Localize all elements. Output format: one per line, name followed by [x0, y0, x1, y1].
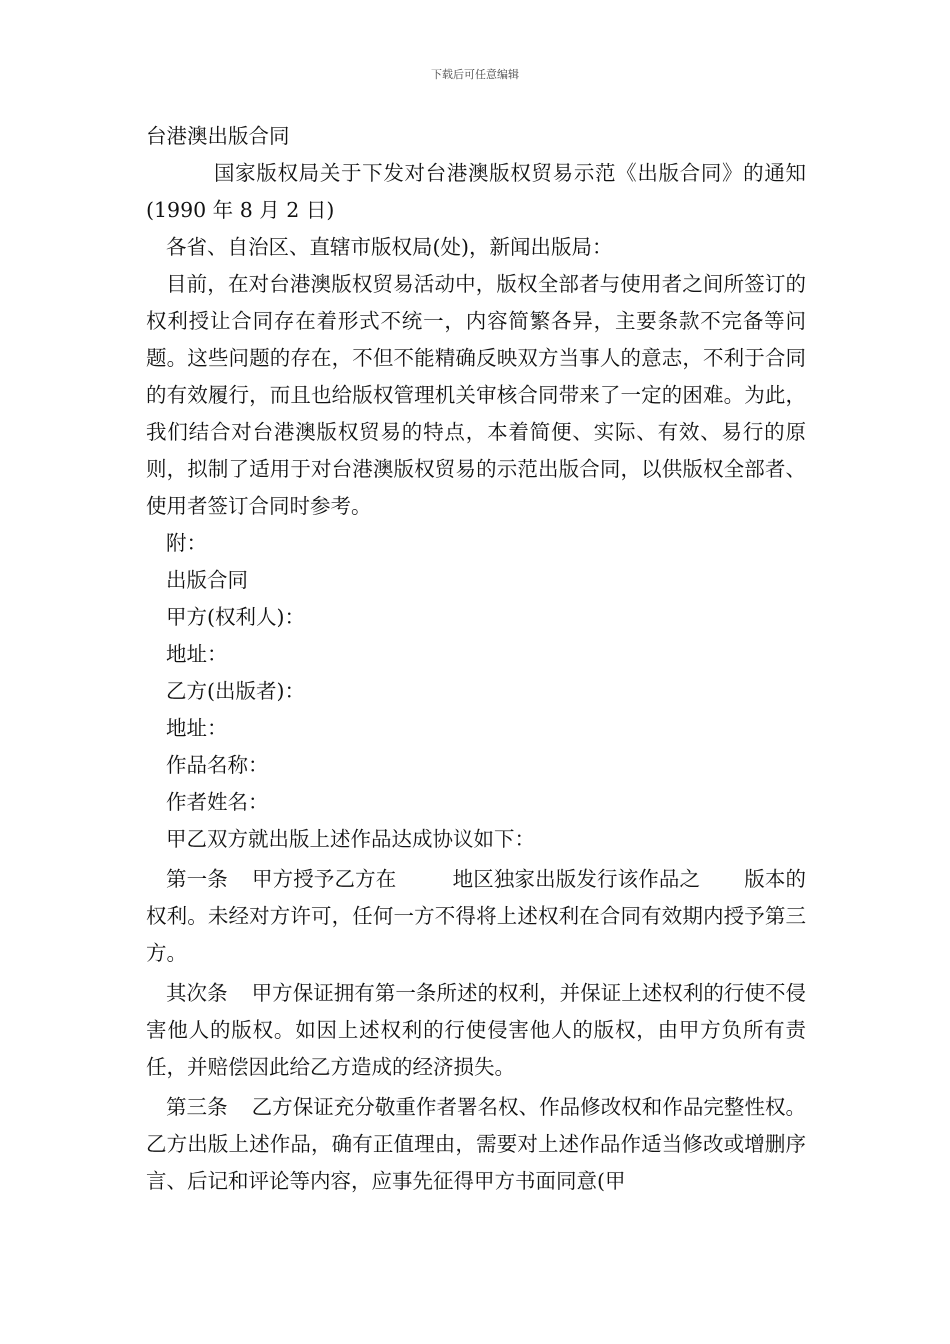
author-name: 作者姓名：	[166, 790, 269, 814]
party-b: 乙方(出版者)：	[166, 679, 305, 703]
article-2	[146, 975, 806, 1086]
article-1	[146, 861, 806, 972]
attachment-label: 附：	[166, 531, 207, 555]
party-a: 甲方(权利人)：	[166, 605, 305, 629]
page-header: 下载后可任意编辑	[431, 68, 519, 81]
article-3	[146, 1089, 806, 1200]
address-b: 地址：	[166, 716, 228, 740]
article-1-part3: 版本的权利。未经对方许可，任何一方不得将上述权利在合同有效期内授予第三方。	[146, 867, 807, 965]
document-body	[146, 118, 806, 1200]
agreement-intro: 甲乙双方就出版上述作品达成协议如下：	[166, 827, 535, 851]
work-name: 作品名称：	[166, 753, 269, 777]
article-2-text: 甲方保证拥有第一条所述的权利，并保证上述权利的行使不侵害他人的版权。如因上述权利的行使侵害他人的版权，由甲方负所有责任，并赔偿因此给乙方造成的经济损失。	[146, 981, 807, 1079]
article-2-label: 其次条	[166, 981, 228, 1005]
notice-body: 目前，在对台港澳版权贸易活动中，版权全部者与使用者之间所签订的权利授让合同存在着形式不统一，内容简繁各异，主要条款不完备等问题。这些问题的存在，不但不能精确反映双方当事人的意志，不利于合同的有效履行，而且也给版权管理机关审核合同带来了一定的困难。为此，我们结合对台港澳版权贸易的特点，本着简便、实际、有效、易行的原则，拟制了适用于对台港澳版权贸易的示范出版合同，以供版权全部者、使用者签订合同时参考。	[146, 272, 806, 518]
notice-title: 国家版权局关于下发对台港澳版权贸易示范《出版合同》的通知(1990 年 8 月 2 日)	[146, 161, 806, 222]
addressee: 各省、自治区、直辖市版权局(处)，新闻出版局：	[166, 235, 613, 259]
article-3-label: 第三条	[166, 1095, 228, 1119]
address-a: 地址：	[166, 642, 228, 666]
article-1-part1: 甲方授予乙方在	[251, 867, 397, 891]
article-1-label: 第一条	[166, 867, 228, 891]
contract-title: 出版合同	[166, 568, 248, 592]
article-1-part2: 地区独家出版发行该作品之	[452, 867, 701, 891]
document-title: 台港澳出版合同	[146, 124, 290, 148]
article-3-text: 乙方保证充分敬重作者署名权、作品修改权和作品完整性权。乙方出版上述作品，确有正值理由，需要对上述作品作适当修改或增删序言、后记和评论等内容，应事先征得甲方书面同意(甲	[146, 1095, 807, 1193]
